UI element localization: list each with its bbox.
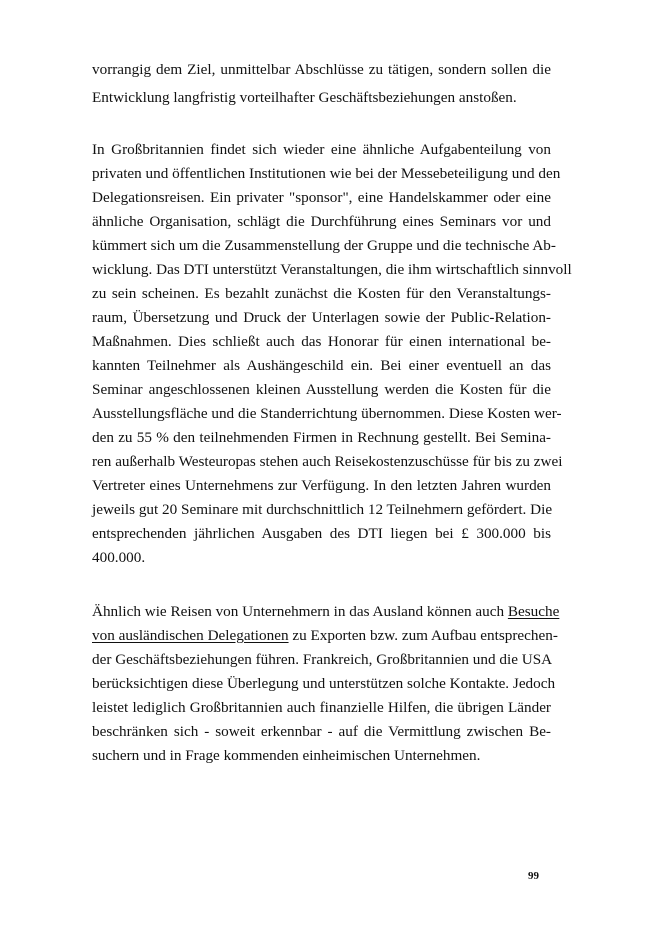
text-line: Maßnahmen. Dies schließt auch das Honorar für einen international be- xyxy=(92,333,551,350)
text-line: jeweils gut 20 Seminare mit durchschnittlich 12 Teilnehmern gefördert. Die xyxy=(92,501,553,518)
text-line: zu sein scheinen. Es bezahlt zunächst die Kosten für den Veranstaltungs- xyxy=(92,285,551,302)
text-line: ähnliche Organisation, schlägt die Durchführung eines Seminars vor und xyxy=(92,213,551,230)
text-line: Delegationsreisen. Ein privater "sponsor", eine Handelskammer oder eine xyxy=(92,189,551,206)
text-line: suchern und in Frage kommenden einheimischen Unternehmen. xyxy=(92,747,481,764)
text-line: wicklung. Das DTI unterstützt Veranstaltungen, die ihm wirtschaftlich sinnvoll xyxy=(92,261,572,278)
underlined-term: von ausländischen Delegationen xyxy=(92,627,289,644)
text-line: Entwicklung langfristig vorteilhafter Geschäftsbeziehungen anstoßen. xyxy=(92,89,517,106)
text-line: kannten Teilnehmer als Aushängeschild ein. Bei einer eventuell an das xyxy=(92,357,551,374)
text-run: Ähnlich wie Reisen von Unternehmern in das Ausland können auch xyxy=(92,603,508,620)
text-line: beschränken sich - soweit erkennbar - auf die Vermittlung zwischen Be- xyxy=(92,723,551,740)
text-line: kümmert sich um die Zusammenstellung der Gruppe und die technische Ab- xyxy=(92,237,556,254)
text-line: 400.000. xyxy=(92,549,146,566)
text-line: Seminar angeschlossenen kleinen Ausstellung werden die Kosten für die xyxy=(92,381,551,398)
text-line: vorrangig dem Ziel, unmittelbar Abschlüsse zu tätigen, sondern sollen die xyxy=(92,61,551,78)
text-line: leistet lediglich Großbritannien auch finanzielle Hilfen, die übrigen Länder xyxy=(92,699,551,716)
text-line xyxy=(92,600,560,624)
underlined-term: Besuche xyxy=(507,603,560,620)
text-line: raum, Übersetzung und Druck der Unterlagen sowie der Public-Relation- xyxy=(92,309,551,326)
text-line: ren außerhalb Westeuropas stehen auch Reisekostenzuschüsse für bis zu zwei xyxy=(92,453,563,470)
text-line: Ausstellungsfläche und die Standerrichtung übernommen. Diese Kosten wer- xyxy=(92,405,562,422)
text-line: privaten und öffentlichen Institutionen wie bei der Messebeteiligung und den xyxy=(92,165,561,182)
text-line: entsprechenden jährlichen Ausgaben des DTI liegen bei £ 300.000 bis xyxy=(92,525,551,542)
text-line: In Großbritannien findet sich wieder eine ähnliche Aufgabenteilung von xyxy=(92,141,551,158)
text-line: Vertreter eines Unternehmens zur Verfügung. In den letzten Jahren wurden xyxy=(92,477,551,494)
text-line xyxy=(92,624,558,648)
text-line: den zu 55 % den teilnehmenden Firmen in Rechnung gestellt. Bei Semina- xyxy=(92,429,551,446)
text-line: berücksichtigen diese Überlegung und unterstützen solche Kontakte. Jedoch xyxy=(92,675,556,692)
text-line: der Geschäftsbeziehungen führen. Frankreich, Großbritannien und die USA xyxy=(92,651,553,668)
text-run: zu Exporten bzw. zum Aufbau entsprechen- xyxy=(288,627,558,644)
page-number: 99 xyxy=(528,870,539,882)
